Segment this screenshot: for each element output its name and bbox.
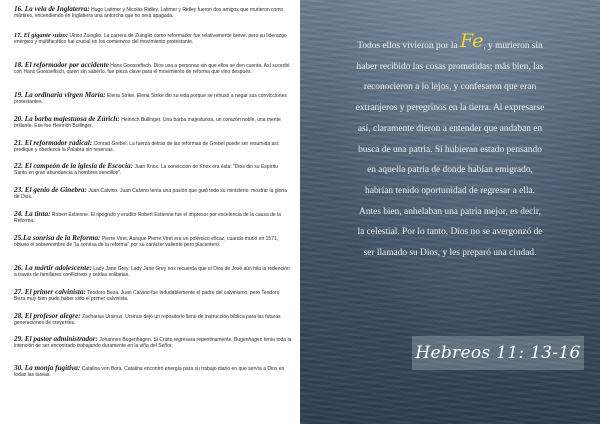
entry-text: Robert Estienne. El tipógrafo y erudito Robert Estienne fue el impresor por excelencia de la causa de la Reforma. <box>14 212 281 225</box>
scripture-verse <box>314 30 586 264</box>
entry-text: Juan Knox. La convicción de Knox era ésta: "Dios dio su Espíritu Santo en gran abundancia a hombres sencillos". <box>14 164 278 177</box>
entry-30 <box>14 365 292 379</box>
entry-heading: 23. El genio de Ginebra: <box>14 186 87 194</box>
reference-box <box>412 336 584 370</box>
entry-text: Hugo Latimer y Nicolás Ridley. Latimer y Ridley fueron dos amigos que murieron como mártires, encendiendo en Inglaterra una antorcha que no será apagada. <box>14 7 284 20</box>
entry-21 <box>14 140 292 154</box>
entry-heading: 27. El primer calvinista: <box>14 288 86 296</box>
verse-line: habrían tenido oportunidad de regresar a ella. <box>365 185 535 196</box>
verse-line-end: , y murieron sin <box>483 41 543 51</box>
entry-27 <box>14 289 292 303</box>
entry-text: Juan Calvino. Juan Calvino tenía una pasión que guió todo su ministerio: mostrar la gloria de Dios. <box>14 188 287 201</box>
scripture-panel <box>300 0 600 424</box>
verse-line: haber recibido las cosas prometidas; más bien, las <box>356 61 544 72</box>
verse-line: busca de una patria. Si hubieran estado pensando <box>358 144 542 155</box>
entry-heading: 30. La monja fugitiva: <box>14 364 81 372</box>
entry-heading: 26. La mártir adolescente: <box>14 264 92 272</box>
verse-line-start: Todos ellos vivieron por la <box>357 41 460 51</box>
entry-20 <box>14 116 292 130</box>
entry-text: Lady Jane Grey. Lady Jane Grey nos recuerda que el Dios de José aún hila la redención a través de familiares conflictivos y celdas solitarias. <box>14 266 290 279</box>
entry-text: Conrad Grebel. La fuerza detrás de las reformas de Grebel puede ser resumida así: predique y obedezca la Palabra sin reservas. <box>14 141 280 154</box>
entry-heading: 19. La ordinaria virgen María: <box>14 91 106 99</box>
verse-line: reconocieron a lo lejos, y confesaron que eran <box>363 82 537 93</box>
entry-heading: 18. El reformador por accidente <box>14 61 109 69</box>
entry-29 <box>14 336 292 350</box>
verse-line: ser llamado su Dios, y les preparó una ciudad. <box>363 248 537 259</box>
entry-22 <box>14 163 292 177</box>
verse-line: extranjeros y peregrinos en la tierra. Al expresarse <box>355 103 545 114</box>
entry-heading: 17. El gigante suizo: <box>14 32 68 39</box>
entry-text: Heinrich Bullinger. Una barba majestuosa, un corazón noble, una mente brillante. Ese fue Heinrich Bullinger. <box>14 117 281 130</box>
faith-highlight: Fe <box>459 30 484 52</box>
entry-heading: 29. El pastor administrador: <box>14 335 98 343</box>
entry-text: Ulrico Zuinglio. La carrera de Zuinglio como reformador fue relativamente breve, pero su liderazgo enérgico y multifacético fue crucial en los comienzos del movimiento protestante. <box>14 33 287 46</box>
verse-line: así, claramente dieron a entender que andaban en <box>357 123 543 134</box>
entry-16 <box>14 6 292 20</box>
scripture-reference: Hebreos 11: 13-16 <box>415 343 581 363</box>
verse-line <box>314 30 586 57</box>
verse-line: la celestial. Por lo tanto, Dios no se avergonzó de <box>357 227 543 238</box>
entry-26 <box>14 265 292 279</box>
entry-17 <box>14 33 292 46</box>
entry-25 <box>14 235 292 249</box>
entry-19 <box>14 92 292 106</box>
entry-heading: 20. La barba majestuosa de Zúrich: <box>14 115 120 123</box>
entry-heading: 28. El profesor alegre: <box>14 312 81 320</box>
entry-18 <box>14 62 292 76</box>
entry-text: Johannes Bugenhagen. Si Cristo regresara repentinamente, Bugenhagen tenía toda la intención de ser encontrado trabajando duramente en la viña del Señor. <box>14 337 292 350</box>
entry-text: Catalina von Bora. Catalina encontró energía para su trabajo diario en que servía a Dios en todas las tareas. <box>14 366 285 379</box>
entry-24 <box>14 211 292 225</box>
entry-text: Pierre Viret. Aunque Pierre Viret era un polémico eficaz, cuando murió en 1571, obtuvo el sobrenombre de "la sonrisa de la reforma" por su carácter valiente pero placentero. <box>14 236 279 249</box>
entry-text: Teodoro Beza. Juan Calvino fue indudablemente el padre del calvinismo, pero Teodoro Beza muy bien pudo haber sido el primer calvinista. <box>14 290 280 303</box>
entry-heading: 21. El reformador radical: <box>14 139 93 147</box>
verse-line: Antes bien, anhelaban una patria mejor, es decir, <box>359 206 541 217</box>
entry-heading: 22. El campeón de la iglesia de Escocia: <box>14 162 133 170</box>
entry-heading: 16. La vela de Inglaterra: <box>14 5 90 13</box>
entry-text: Hans Goossefisch. Dios usa a personas sin que ellos se den cuenta. Así sucedió con Hans Goossefisch, quien sin saberlo, fue pieza clave para el movimiento de reforma que vino después. <box>14 63 290 76</box>
entry-23 <box>14 187 292 201</box>
entry-28 <box>14 313 292 327</box>
entry-text: Elena Strike. Elena Strike dio su vida porque se rehusó a negar sus convicciones protestantes. <box>14 93 287 106</box>
entry-heading: 24. La tinta: <box>14 210 51 218</box>
entry-text: Zacharius Ursinus. Ursinus dejó un repositorio lleno de instrucción bíblica para las futuras generaciones de creyentes. <box>14 314 281 327</box>
verse-line: en aquella patria de donde habían emigrado, <box>367 165 533 176</box>
entry-heading: 25.La sonrisa de la Reforma: <box>14 234 101 242</box>
